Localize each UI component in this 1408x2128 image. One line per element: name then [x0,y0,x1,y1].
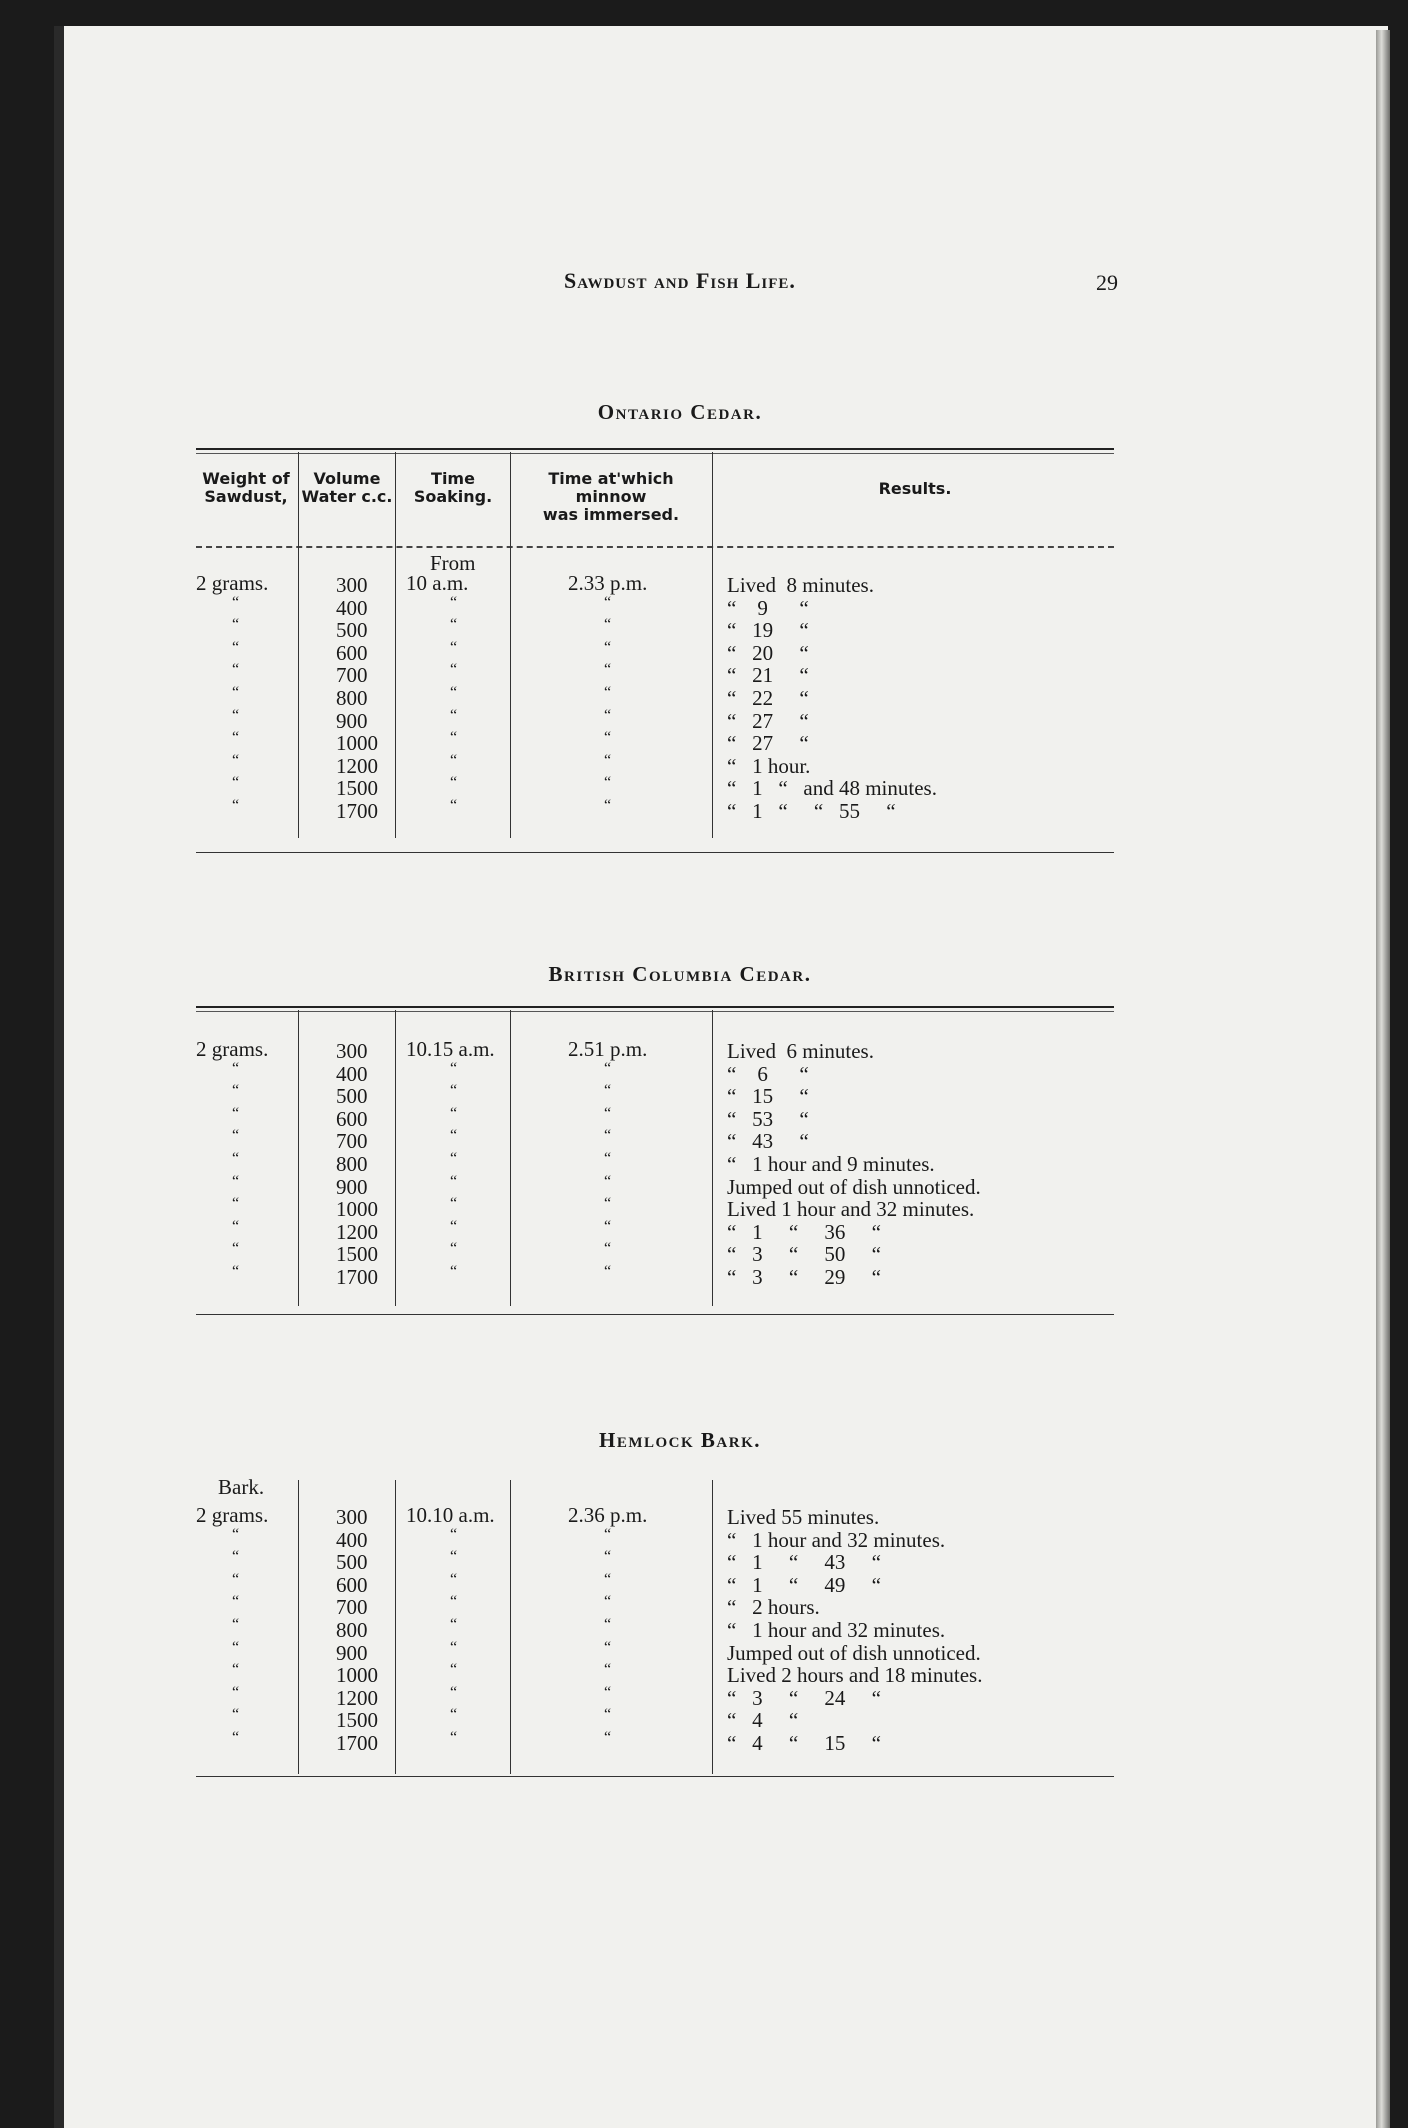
ditto-soaking: “ [450,1548,458,1566]
cell-result: “ 22 “ [727,686,809,710]
cell-volume: 300 [336,573,368,597]
cell-result: “ 9 “ [727,595,809,620]
cell-volume: 400 [336,1061,368,1086]
ditto-soaking: “ [450,1059,458,1077]
ditto-immersed: “ [604,1683,612,1701]
ditto-weight: “ [232,684,240,701]
ditto-weight: “ [232,1683,240,1701]
cell-result: “ 4 “ 15 “ [727,1731,881,1755]
header-immersed-line: Time at'which minnow [548,469,674,506]
column-rule [510,452,511,838]
column-rule [298,1010,299,1306]
cell-volume: 1500 [336,1708,378,1733]
header-volume [300,470,394,506]
ditto-soaking: “ [450,1570,458,1588]
ditto-immersed: “ [604,1638,612,1656]
table-title: Ontario Cedar. [597,400,763,424]
cell-volume: 900 [336,1174,368,1199]
ditto-soaking: “ [450,1661,458,1679]
column-rule [712,1480,713,1774]
cell-result: “ 4 “ [727,1708,799,1733]
cell-result: “ 1 “ “ 55 “ [727,799,896,823]
ditto-soaking: “ [450,661,458,679]
cell-result: “ 21 “ [727,663,809,688]
ditto-weight: “ [232,1127,240,1145]
cell-volume: 1200 [336,753,378,778]
table-title: British Columbia Cedar. [548,962,812,986]
cell-result: “ 1 hour and 32 minutes. [727,1618,946,1642]
ditto-weight: “ [232,1706,240,1724]
header-immersed-line: was immersed. [542,505,680,524]
table-title: Hemlock Bark. [598,1428,761,1452]
book-page [54,26,1388,2128]
ditto-weight: “ [232,1195,240,1213]
ditto-weight: “ [232,1263,240,1280]
cell-volume: 900 [336,708,368,733]
ditto-weight: “ [232,774,240,792]
cell-result: Jumped out of dish unnoticed. [727,1174,981,1199]
ditto-soaking: “ [450,751,458,769]
page-right-edge [1376,30,1390,2128]
header-results: Results. [878,479,952,498]
ditto-weight: “ [232,706,240,724]
ditto-weight: “ [232,1570,240,1588]
ditto-weight: “ [232,1661,240,1679]
ditto-weight: “ [232,638,240,656]
ditto-weight: “ [232,1548,240,1566]
ditto-immersed: “ [604,1548,612,1566]
cell-result: “ 6 “ [727,1061,809,1086]
ditto-soaking: “ [450,1616,458,1633]
header-weight-line: Weight of [202,469,290,488]
ditto-weight: “ [232,729,240,747]
ditto-soaking: “ [450,1525,458,1543]
ditto-soaking: “ [450,684,458,701]
ditto-immersed: “ [604,593,612,611]
ditto-immersed: “ [604,1059,612,1077]
table-top-rule [196,1006,1114,1012]
cell-result: “ 1 hour and 9 minutes. [727,1152,935,1176]
cell-result: “ 3 “ 24 “ [727,1685,881,1710]
ditto-weight: “ [232,661,240,679]
ditto-immersed: “ [604,1706,612,1724]
column-rule [510,1010,511,1306]
ditto-immersed: “ [604,1729,612,1746]
cell-volume: 900 [336,1640,368,1665]
ditto-immersed: “ [604,706,612,724]
ditto-weight: “ [232,1593,240,1611]
ditto-weight: “ [232,1240,240,1258]
ditto-weight: “ [232,593,240,611]
cell-result: Lived 6 minutes. [727,1039,874,1063]
cell-volume: 1500 [336,1242,378,1267]
column-rule [510,1480,511,1774]
ditto-immersed: “ [604,1127,612,1145]
ditto-weight: “ [232,1729,240,1746]
ditto-soaking: “ [450,1195,458,1213]
cell-volume: 800 [336,1618,368,1642]
ditto-immersed: “ [604,1217,612,1235]
ditto-weight: “ [232,1616,240,1633]
cell-volume: 800 [336,686,368,710]
cell-result: “ 27 “ [727,731,809,756]
header-weight [196,470,296,506]
ditto-soaking: “ [450,1683,458,1701]
header-rule [196,546,1114,548]
ditto-soaking: “ [450,1082,458,1100]
ditto-soaking: “ [450,774,458,792]
ditto-soaking: “ [450,1638,458,1656]
cell-result: “ 15 “ [727,1084,809,1109]
ditto-immersed: “ [604,661,612,679]
cell-volume: 600 [336,1106,368,1131]
header-weight-line: Sawdust, [204,487,288,506]
cell-volume: 600 [336,1572,368,1597]
ditto-soaking: “ [450,1263,458,1280]
cell-result: “ 53 “ [727,1106,809,1131]
column-rule [395,1010,396,1306]
ditto-soaking: “ [450,1706,458,1724]
cell-result: “ 1 “ 43 “ [727,1550,881,1575]
ditto-soaking: “ [450,1127,458,1145]
cell-volume: 400 [336,595,368,620]
ditto-soaking: “ [450,1217,458,1235]
ditto-weight: “ [232,616,240,634]
cell-result: “ 20 “ [727,640,809,665]
ditto-immersed: “ [604,1570,612,1588]
ditto-immersed: “ [604,1661,612,1679]
ditto-immersed: “ [604,1195,612,1213]
ditto-weight: “ [232,1217,240,1235]
cell-result: “ 1 hour. [727,753,811,778]
ditto-immersed: “ [604,774,612,792]
ditto-soaking: “ [450,1104,458,1122]
cell-weight: 2 grams. [196,1503,269,1527]
cell-soaking: 10.10 a.m. [406,1503,495,1527]
ditto-immersed: “ [604,797,612,814]
cell-volume: 1200 [336,1219,378,1244]
page-left-edge [54,26,64,2128]
cell-result: “ 3 “ 50 “ [727,1242,881,1267]
ditto-immersed: “ [604,1616,612,1633]
cell-weight: 2 grams. [196,1037,269,1061]
header-immersed [512,470,710,524]
ditto-weight: “ [232,1059,240,1077]
running-head: Sawdust and Fish Life. [564,268,796,293]
table-bottom-rule [196,1776,1114,1777]
cell-immersed: 2.36 p.m. [568,1503,648,1527]
cell-volume: 300 [336,1505,368,1529]
column-rule [298,1480,299,1774]
cell-result: “ 1 “ and 48 minutes. [727,776,937,801]
cell-volume: 500 [336,1084,368,1109]
ditto-soaking: “ [450,1593,458,1611]
header-soaking-line: Time [431,469,475,488]
column-rule [712,452,713,838]
cell-volume: 1200 [336,1685,378,1710]
ditto-soaking: “ [450,706,458,724]
ditto-soaking: “ [450,1172,458,1190]
ditto-immersed: “ [604,1263,612,1280]
cell-volume: 800 [336,1152,368,1176]
cell-result: Lived 1 hour and 32 minutes. [727,1197,975,1222]
cell-result: Lived 8 minutes. [727,573,874,597]
cell-immersed: 2.33 p.m. [568,571,648,595]
cell-volume: 600 [336,640,368,665]
page-number: 29 [1096,270,1118,295]
table-bottom-rule [196,1314,1114,1315]
cell-volume: 1500 [336,776,378,801]
ditto-soaking: “ [450,1729,458,1746]
cell-volume: 1700 [336,1731,378,1755]
cell-volume: 700 [336,1129,368,1154]
ditto-immersed: “ [604,616,612,634]
cell-result: “ 1 “ 36 “ [727,1219,881,1244]
ditto-weight: “ [232,797,240,814]
cell-result: Lived 2 hours and 18 minutes. [727,1663,983,1688]
ditto-weight: “ [232,1638,240,1656]
cell-volume: 300 [336,1039,368,1063]
cell-result: “ 2 hours. [727,1595,820,1620]
header-soaking-line: Soaking. [413,487,493,506]
cell-result: “ 27 “ [727,708,809,733]
column-rule [395,1480,396,1774]
pre-label: Bark. [218,1475,265,1499]
cell-volume: 400 [336,1527,368,1552]
cell-volume: 1000 [336,1663,378,1688]
cell-result: “ 43 “ [727,1129,809,1154]
cell-weight: 2 grams. [196,571,269,595]
ditto-immersed: “ [604,729,612,747]
cell-volume: 1000 [336,731,378,756]
ditto-immersed: “ [604,1593,612,1611]
ditto-weight: “ [232,1172,240,1190]
ditto-soaking: “ [450,593,458,611]
column-rule [395,452,396,838]
cell-volume: 700 [336,663,368,688]
cell-volume: 500 [336,618,368,643]
ditto-immersed: “ [604,1150,612,1167]
cell-result: “ 1 “ 49 “ [727,1572,881,1597]
column-rule [298,452,299,838]
cell-volume: 1000 [336,1197,378,1222]
ditto-immersed: “ [604,1172,612,1190]
cell-result: “ 1 hour and 32 minutes. [727,1527,946,1552]
cell-result: “ 3 “ 29 “ [727,1265,881,1289]
cell-volume: 500 [336,1550,368,1575]
pre-soaking: From [430,551,476,575]
ditto-soaking: “ [450,1240,458,1258]
cell-result: “ 19 “ [727,618,809,643]
cell-result: Jumped out of dish unnoticed. [727,1640,981,1665]
table-top-rule [196,448,1114,454]
column-rule [712,1010,713,1306]
ditto-immersed: “ [604,638,612,656]
ditto-weight: “ [232,751,240,769]
header-soaking [398,470,508,506]
header-volume-line: Volume [313,469,381,488]
cell-soaking: 10 a.m. [406,571,469,595]
cell-volume: 1700 [336,799,378,823]
ditto-soaking: “ [450,1150,458,1167]
ditto-weight: “ [232,1150,240,1167]
ditto-weight: “ [232,1104,240,1122]
ditto-immersed: “ [604,1240,612,1258]
ditto-immersed: “ [604,684,612,701]
ditto-soaking: “ [450,797,458,814]
cell-volume: 700 [336,1595,368,1620]
ditto-immersed: “ [604,1104,612,1122]
ditto-weight: “ [232,1525,240,1543]
ditto-soaking: “ [450,638,458,656]
cell-result: Lived 55 minutes. [727,1505,880,1529]
ditto-immersed: “ [604,1525,612,1543]
ditto-immersed: “ [604,1082,612,1100]
cell-volume: 1700 [336,1265,378,1289]
ditto-soaking: “ [450,729,458,747]
cell-soaking: 10.15 a.m. [406,1037,495,1061]
header-volume-line: Water c.c. [301,487,393,506]
cell-immersed: 2.51 p.m. [568,1037,648,1061]
ditto-weight: “ [232,1082,240,1100]
table-bottom-rule [196,852,1114,853]
ditto-immersed: “ [604,751,612,769]
ditto-soaking: “ [450,616,458,634]
